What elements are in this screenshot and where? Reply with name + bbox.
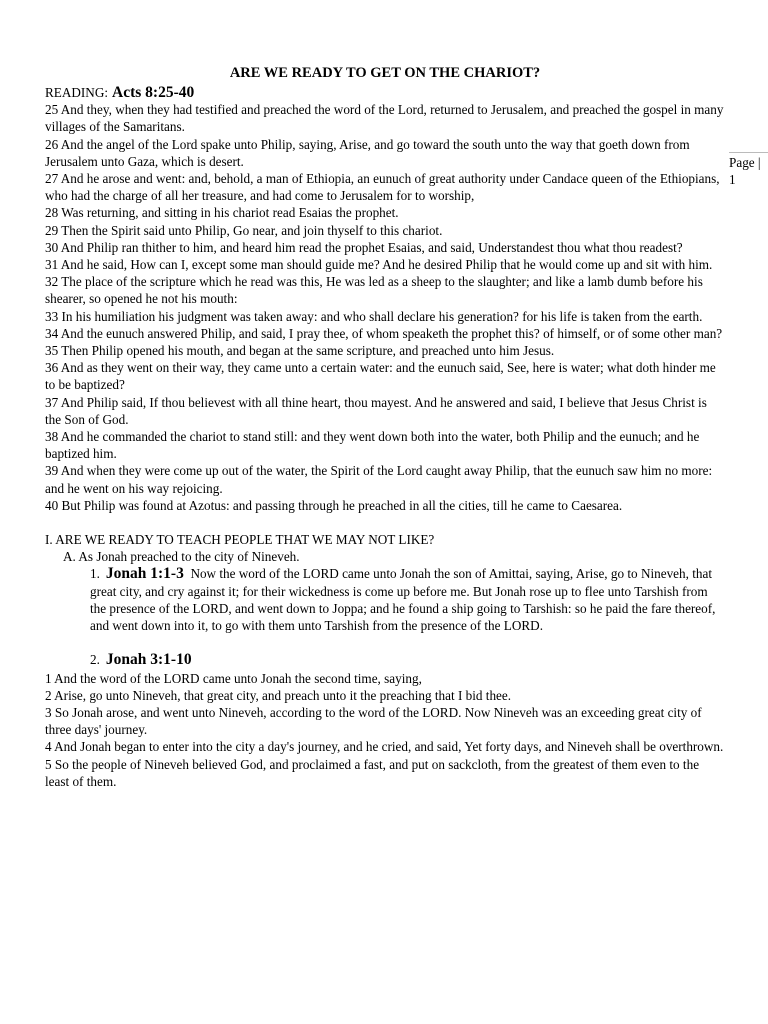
verse: 30 And Philip ran thither to him, and heard him read the prophet Esaias, and said, Understandest thou what thou readest? xyxy=(45,239,683,255)
verse: 34 And the eunuch answered Philip, and said, I pray thee, of whom speaketh the prophet this? of himself, or of some other man? xyxy=(45,325,723,341)
verse: 37 And Philip said, If thou believest with all thine heart, thou mayest. And he answered and said, I believe that Jesus Christ is the Son of God. xyxy=(45,394,707,427)
page-label: Page | xyxy=(729,155,761,170)
subpoint-2 xyxy=(45,651,725,668)
verse: 1 And the word of the LORD came unto Jonah the second time, saying, xyxy=(45,670,422,686)
verse: 2 Arise, go unto Nineveh, that great city, and preach unto it the preaching that I bid thee. xyxy=(45,687,512,703)
document-title: ARE WE READY TO GET ON THE CHARIOT? xyxy=(229,65,541,81)
spacer xyxy=(45,634,725,651)
verse: 29 Then the Spirit said unto Philip, Go near, and join thyself to this chariot. xyxy=(45,222,443,238)
page-number-marker xyxy=(729,152,768,188)
subpoint-number: 1. xyxy=(90,566,100,582)
verse: 28 Was returning, and sitting in his chariot read Esaias the prophet. xyxy=(45,205,399,221)
page-number: 1 xyxy=(729,172,736,187)
reading-reference: Acts 8:25-40 xyxy=(112,84,195,101)
verse: 27 And he arose and went: and, behold, a man of Ethiopia, an eunuch of great authority under Candace queen of the Ethiopians, who had the charge of all her treasure, and had come to Jerusalem for to worship, xyxy=(45,171,720,204)
point-a: A. As Jonah preached to the city of Nineveh. xyxy=(63,549,300,565)
verse: 3 So Jonah arose, and went unto Nineveh, according to the word of the LORD. Now Nineveh was an exceeding great city of three days' journey. xyxy=(45,704,702,738)
verse: 31 And he said, How can I, except some man should guide me? And he desired Philip that he would come up and sit with him. xyxy=(45,257,713,273)
acts-passage xyxy=(45,101,725,514)
verse: 38 And he commanded the chariot to stand still: and they went down both into the water, both Philip and the eunuch; and he baptized him. xyxy=(45,429,700,462)
verse: 26 And the angel of the Lord spake unto Philip, saying, Arise, and go toward the south unto the way that goeth down from Jerusalem unto Gaza, which is desert. xyxy=(45,136,690,169)
verse: 39 And when they were come up out of the water, the Spirit of the Lord caught away Philip, that the eunuch saw him no more: and he went on his way rejoicing. xyxy=(45,463,713,496)
section-heading: I. ARE WE READY TO TEACH PEOPLE THAT WE MAY NOT LIKE? xyxy=(45,532,435,548)
subpoint-number: 2. xyxy=(90,652,100,668)
subpoint-reference: Jonah 3:1-10 xyxy=(105,651,192,669)
verse: 5 So the people of Nineveh believed God, and proclaimed a fast, and put on sackcloth, from the greatest of them even to the least of them. xyxy=(45,756,700,789)
document-body xyxy=(45,63,725,790)
verse: 40 But Philip was found at Azotus: and passing through he preached in all the cities, till he came to Caesarea. xyxy=(45,497,623,513)
verse: 4 And Jonah began to enter into the city a day's journey, and he cried, and said, Yet forty days, and Nineveh shall be overthrown. xyxy=(45,739,724,755)
verse: 32 The place of the scripture which he read was this, He was led as a sheep to the slaughter; and like a lamb dumb before his shearer, so opened he not his mouth: xyxy=(45,274,703,307)
subpoint-reference: Jonah 1:1-3 xyxy=(105,565,184,583)
verse: 35 Then Philip opened his mouth, and began at the same scripture, and preached unto him Jesus. xyxy=(45,343,555,359)
jonah-passage xyxy=(45,670,725,790)
verse: 25 And they, when they had testified and preached the word of the Lord, returned to Jerusalem, and preached the gospel in many villages of the Samaritans. xyxy=(45,102,724,135)
reading-line xyxy=(45,84,725,101)
verse: 36 And as they went on their way, they came unto a certain water: and the eunuch said, See, here is water; what doth hinder me to be baptized? xyxy=(45,360,716,393)
reading-label: READING: xyxy=(45,85,109,100)
subpoint-1 xyxy=(45,565,725,634)
verse: 33 In his humiliation his judgment was taken away: and who shall declare his generation? for his life is taken from the earth. xyxy=(45,308,703,324)
subpoint-text: Now the word of the LORD came unto Jonah the son of Amittai, saying, Arise, go to Nineveh, that great city, and cry against it; for their wickedness is come up before me. But Jonah rose up to flee unto Tarshish from the presence of the LORD, and went down to Joppa; and he found a ship going to Tarshish: so he paid the fare thereof, and went down into it, to go with them unto Tarshish from the presence of the LORD. xyxy=(90,566,716,634)
